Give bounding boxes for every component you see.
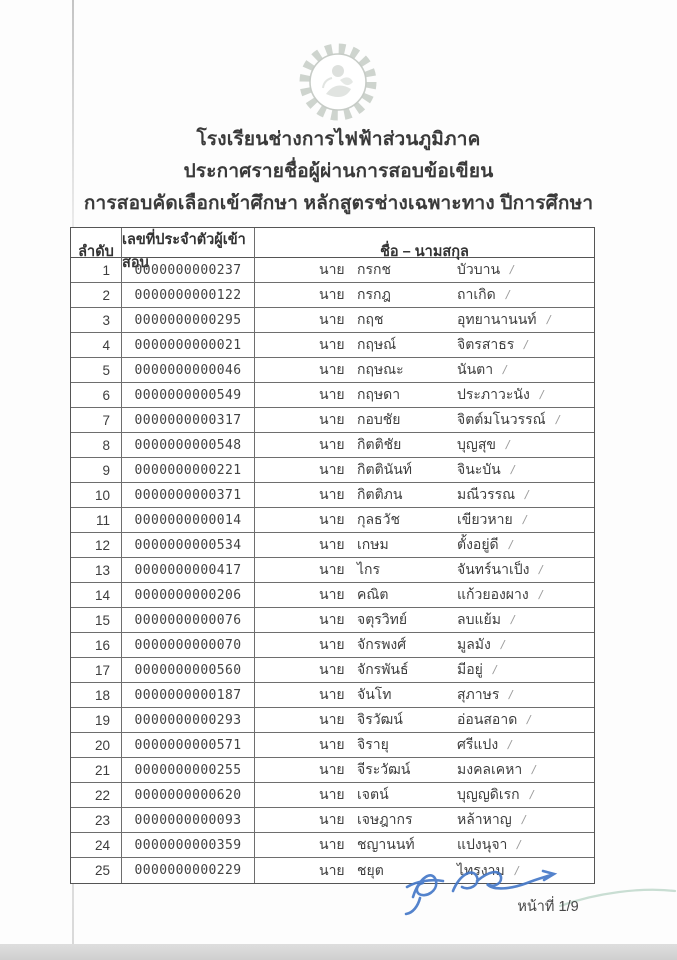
order-cell: 25 bbox=[71, 858, 122, 883]
name-title: นาย bbox=[319, 411, 345, 427]
order-cell: 4 bbox=[71, 333, 122, 357]
last-name: สุภาษร bbox=[457, 686, 500, 702]
last-name: ศรีแปง bbox=[457, 736, 499, 752]
first-name: ชยุต bbox=[357, 861, 384, 878]
last-name: ถาเกิด bbox=[457, 286, 496, 302]
name-title: นาย bbox=[319, 861, 345, 878]
name-title: นาย bbox=[319, 811, 345, 827]
last-name: อุทยานานนท์ bbox=[457, 311, 537, 327]
name-title: นาย bbox=[319, 536, 345, 552]
order-cell: 13 bbox=[71, 558, 122, 582]
name-cell bbox=[255, 333, 594, 357]
table-row bbox=[71, 583, 594, 608]
pass-check-mark: / bbox=[530, 763, 538, 777]
pass-check-mark: / bbox=[501, 363, 509, 377]
table-row bbox=[71, 708, 594, 733]
exam-id-cell: 0000000000046 bbox=[122, 358, 255, 382]
order-cell: 15 bbox=[71, 608, 122, 632]
order-cell: 5 bbox=[71, 358, 122, 382]
school-name: โรงเรียนช่างการไฟฟ้าส่วนภูมิภาค bbox=[196, 129, 481, 150]
pass-check-mark: / bbox=[504, 438, 511, 452]
pass-check-mark: / bbox=[509, 613, 516, 627]
name-title: นาย bbox=[319, 636, 345, 652]
exam-id-cell: 0000000000122 bbox=[122, 283, 255, 307]
first-name: จิรายุ bbox=[357, 736, 389, 752]
order-column-header: ลำดับ bbox=[71, 228, 122, 274]
name-cell bbox=[255, 633, 594, 657]
last-name: แปงนุจา bbox=[457, 836, 508, 852]
pass-check-mark: / bbox=[538, 388, 545, 402]
exam-id-cell: 0000000000070 bbox=[122, 633, 255, 657]
exam-id-cell: 0000000000293 bbox=[122, 708, 255, 732]
name-title: นาย bbox=[319, 611, 345, 627]
pass-check-mark: / bbox=[528, 788, 535, 802]
order-cell: 2 bbox=[71, 283, 122, 307]
page-number: หน้าที่ 1/9 bbox=[517, 899, 579, 915]
table-row bbox=[71, 383, 594, 408]
name-title: นาย bbox=[319, 761, 345, 777]
exam-id-cell: 0000000000221 bbox=[122, 458, 255, 482]
exam-id-cell: 0000000000255 bbox=[122, 758, 255, 782]
scan-background-strip bbox=[0, 944, 677, 960]
order-cell: 9 bbox=[71, 458, 122, 482]
pass-check-mark: / bbox=[554, 413, 561, 427]
first-name: กฤษดา bbox=[357, 386, 401, 402]
table-row bbox=[71, 333, 594, 358]
exam-id-cell: 0000000000534 bbox=[122, 533, 255, 557]
order-cell: 16 bbox=[71, 633, 122, 657]
pass-check-mark: / bbox=[507, 538, 514, 552]
exam-id-cell: 0000000000560 bbox=[122, 658, 255, 682]
name-title: นาย bbox=[319, 436, 345, 452]
first-name: เกษม bbox=[357, 536, 389, 552]
name-cell bbox=[255, 708, 594, 732]
first-name: กฤษณะ bbox=[357, 361, 404, 377]
last-name: บัวบาน bbox=[457, 261, 501, 277]
first-name: จักรพงศ์ bbox=[357, 636, 407, 652]
exam-id-cell: 0000000000571 bbox=[122, 733, 255, 757]
last-name: หล้าหาญ bbox=[457, 811, 512, 827]
table-row bbox=[71, 433, 594, 458]
first-name: กิตติภน bbox=[357, 486, 403, 502]
exam-id-cell: 0000000000229 bbox=[122, 858, 255, 883]
pass-check-mark: / bbox=[513, 863, 520, 878]
pass-check-mark: / bbox=[537, 588, 544, 602]
name-title: นาย bbox=[319, 561, 345, 577]
table-row bbox=[71, 358, 594, 383]
table-row bbox=[71, 258, 594, 283]
last-name: จินะบัน bbox=[457, 461, 501, 477]
table-row bbox=[71, 808, 594, 833]
pass-check-mark: / bbox=[508, 263, 516, 277]
pass-check-mark: / bbox=[520, 813, 527, 827]
table-row bbox=[71, 408, 594, 433]
first-name: จีระวัฒน์ bbox=[357, 761, 411, 777]
first-name: จักรพันธ์ bbox=[357, 661, 409, 677]
order-cell: 3 bbox=[71, 308, 122, 332]
order-cell: 14 bbox=[71, 583, 122, 607]
name-cell bbox=[255, 533, 594, 557]
announcement-title: ประกาศรายชื่อผู้ผ่านการสอบข้อเขียน bbox=[183, 161, 494, 182]
name-cell bbox=[255, 408, 594, 432]
exam-id-cell: 0000000000549 bbox=[122, 383, 255, 407]
name-cell bbox=[255, 258, 594, 282]
first-name: กรกฎ bbox=[357, 286, 391, 302]
name-cell bbox=[255, 483, 594, 507]
exam-id-cell: 0000000000206 bbox=[122, 583, 255, 607]
table-row bbox=[71, 783, 594, 808]
last-name: ลบแย้ม bbox=[457, 611, 501, 627]
first-name: เจตน์ bbox=[357, 786, 389, 802]
name-cell bbox=[255, 758, 594, 782]
name-cell bbox=[255, 508, 594, 532]
first-name: กฤษณ์ bbox=[357, 336, 397, 352]
table-row bbox=[71, 658, 594, 683]
table-row bbox=[71, 558, 594, 583]
first-name: ชญานนท์ bbox=[357, 836, 415, 852]
pass-check-mark: / bbox=[491, 663, 498, 677]
name-title: นาย bbox=[319, 286, 345, 302]
table-row bbox=[71, 308, 594, 333]
exam-id-cell: 0000000000093 bbox=[122, 808, 255, 832]
name-title: นาย bbox=[319, 786, 345, 802]
last-name: บุญญดิเรก bbox=[457, 786, 520, 802]
last-name: มูลมัง bbox=[457, 636, 491, 652]
order-cell: 21 bbox=[71, 758, 122, 782]
last-name: จิตต์มโนวรรณ์ bbox=[457, 411, 546, 427]
name-title: นาย bbox=[319, 486, 345, 502]
name-cell bbox=[255, 608, 594, 632]
name-column-header: ชื่อ – นามสกุล bbox=[380, 243, 469, 260]
pass-check-mark: / bbox=[507, 688, 515, 702]
name-cell bbox=[255, 733, 594, 757]
name-cell bbox=[255, 308, 594, 332]
table-row bbox=[71, 458, 594, 483]
order-cell: 22 bbox=[71, 783, 122, 807]
last-name: นันตา bbox=[457, 361, 494, 377]
name-title: นาย bbox=[319, 511, 345, 527]
exam-id-cell: 0000000000295 bbox=[122, 308, 255, 332]
first-name: เจษฎากร bbox=[357, 811, 413, 827]
exam-id-cell: 0000000000014 bbox=[122, 508, 255, 532]
pass-check-mark: / bbox=[537, 563, 545, 577]
last-name: ประภาวะนัง bbox=[457, 386, 530, 402]
order-cell: 7 bbox=[71, 408, 122, 432]
name-title: นาย bbox=[319, 461, 345, 477]
last-name: มีอยู่ bbox=[457, 661, 483, 677]
name-title: นาย bbox=[319, 711, 345, 727]
last-name: จิตรสาธร bbox=[457, 336, 515, 352]
name-title: นาย bbox=[319, 311, 345, 327]
exam-id-cell: 0000000000548 bbox=[122, 433, 255, 457]
exam-id-cell: 0000000000317 bbox=[122, 408, 255, 432]
exam-id-cell: 0000000000371 bbox=[122, 483, 255, 507]
first-name: กุลธวัช bbox=[357, 511, 400, 527]
name-title: นาย bbox=[319, 386, 345, 402]
order-cell: 11 bbox=[71, 508, 122, 532]
table-row bbox=[71, 608, 594, 633]
table-row bbox=[71, 533, 594, 558]
document-header bbox=[0, 124, 677, 220]
order-cell: 1 bbox=[71, 258, 122, 282]
first-name: กฤช bbox=[357, 311, 384, 327]
name-title: นาย bbox=[319, 261, 345, 277]
order-cell: 24 bbox=[71, 833, 122, 857]
first-name: ไกร bbox=[357, 561, 381, 577]
first-name: จิรวัฒน์ bbox=[357, 711, 403, 727]
pass-check-mark: / bbox=[525, 713, 533, 727]
last-name: เขียวหาย bbox=[457, 511, 513, 527]
first-name: จันโท bbox=[357, 686, 392, 702]
exam-id-cell: 0000000000620 bbox=[122, 783, 255, 807]
first-name: กอบชัย bbox=[357, 411, 401, 427]
name-cell bbox=[255, 458, 594, 482]
name-title: นาย bbox=[319, 661, 345, 677]
last-name: มงคลเคหา bbox=[457, 761, 523, 777]
first-name: คณิต bbox=[357, 586, 389, 602]
order-cell: 6 bbox=[71, 383, 122, 407]
name-cell bbox=[255, 383, 594, 407]
name-cell bbox=[255, 558, 594, 582]
table-row bbox=[71, 483, 594, 508]
name-cell bbox=[255, 358, 594, 382]
last-name: ตั้งอยู่ดี bbox=[457, 536, 499, 552]
order-cell: 10 bbox=[71, 483, 122, 507]
exam-id-cell: 0000000000021 bbox=[122, 333, 255, 357]
name-cell bbox=[255, 808, 594, 832]
order-cell: 23 bbox=[71, 808, 122, 832]
exam-id-column-header: เลขที่ประจำตัวผู้เข้าสอบ bbox=[122, 228, 255, 274]
name-cell bbox=[255, 433, 594, 457]
pass-check-mark: / bbox=[521, 513, 528, 527]
table-body bbox=[71, 258, 594, 883]
first-name: กรกช bbox=[357, 261, 391, 277]
last-name: อ่อนสอาด bbox=[457, 711, 518, 727]
name-cell bbox=[255, 658, 594, 682]
table-row bbox=[71, 733, 594, 758]
pass-check-mark: / bbox=[522, 338, 530, 352]
pass-check-mark: / bbox=[515, 838, 523, 852]
name-title: นาย bbox=[319, 361, 345, 377]
school-gear-seal-icon bbox=[296, 40, 380, 124]
last-name: ไทรงาม bbox=[457, 861, 505, 878]
program-title: การสอบคัดเลือกเข้าศึกษา หลักสูตรช่างเฉพาะทาง ปีการศึกษา bbox=[83, 193, 594, 214]
table-row bbox=[71, 683, 594, 708]
last-name: จันทร์นาเป็ง bbox=[457, 561, 530, 577]
name-cell bbox=[255, 583, 594, 607]
pass-check-mark: / bbox=[506, 738, 514, 752]
name-cell bbox=[255, 783, 594, 807]
pass-check-mark: / bbox=[523, 488, 531, 502]
name-cell bbox=[255, 283, 594, 307]
last-name: บุญสุข bbox=[457, 436, 496, 452]
pass-check-mark: / bbox=[545, 313, 552, 327]
exam-id-cell: 0000000000359 bbox=[122, 833, 255, 857]
first-name: กิตตินันท์ bbox=[357, 461, 413, 477]
name-title: นาย bbox=[319, 336, 345, 352]
order-cell: 18 bbox=[71, 683, 122, 707]
first-name: กิตติชัย bbox=[357, 436, 402, 452]
exam-id-cell: 0000000000076 bbox=[122, 608, 255, 632]
name-title: นาย bbox=[319, 586, 345, 602]
pass-check-mark: / bbox=[509, 463, 516, 477]
exam-id-cell: 0000000000237 bbox=[122, 258, 255, 282]
table-row bbox=[71, 283, 594, 308]
table-row bbox=[71, 633, 594, 658]
first-name: จตุรวิทย์ bbox=[357, 611, 408, 627]
order-cell: 17 bbox=[71, 658, 122, 682]
table-row bbox=[71, 758, 594, 783]
order-cell: 20 bbox=[71, 733, 122, 757]
order-cell: 19 bbox=[71, 708, 122, 732]
name-title: นาย bbox=[319, 686, 345, 702]
exam-id-cell: 0000000000417 bbox=[122, 558, 255, 582]
pass-check-mark: / bbox=[504, 288, 511, 302]
name-title: นาย bbox=[319, 836, 345, 852]
pass-list-table bbox=[70, 227, 595, 884]
last-name: แก้วยองผาง bbox=[457, 586, 529, 602]
pass-check-mark: / bbox=[499, 638, 506, 652]
name-title: นาย bbox=[319, 736, 345, 752]
name-cell bbox=[255, 683, 594, 707]
table-row bbox=[71, 508, 594, 533]
exam-id-cell: 0000000000187 bbox=[122, 683, 255, 707]
order-cell: 8 bbox=[71, 433, 122, 457]
order-cell: 12 bbox=[71, 533, 122, 557]
last-name: มณีวรรณ bbox=[457, 486, 516, 502]
